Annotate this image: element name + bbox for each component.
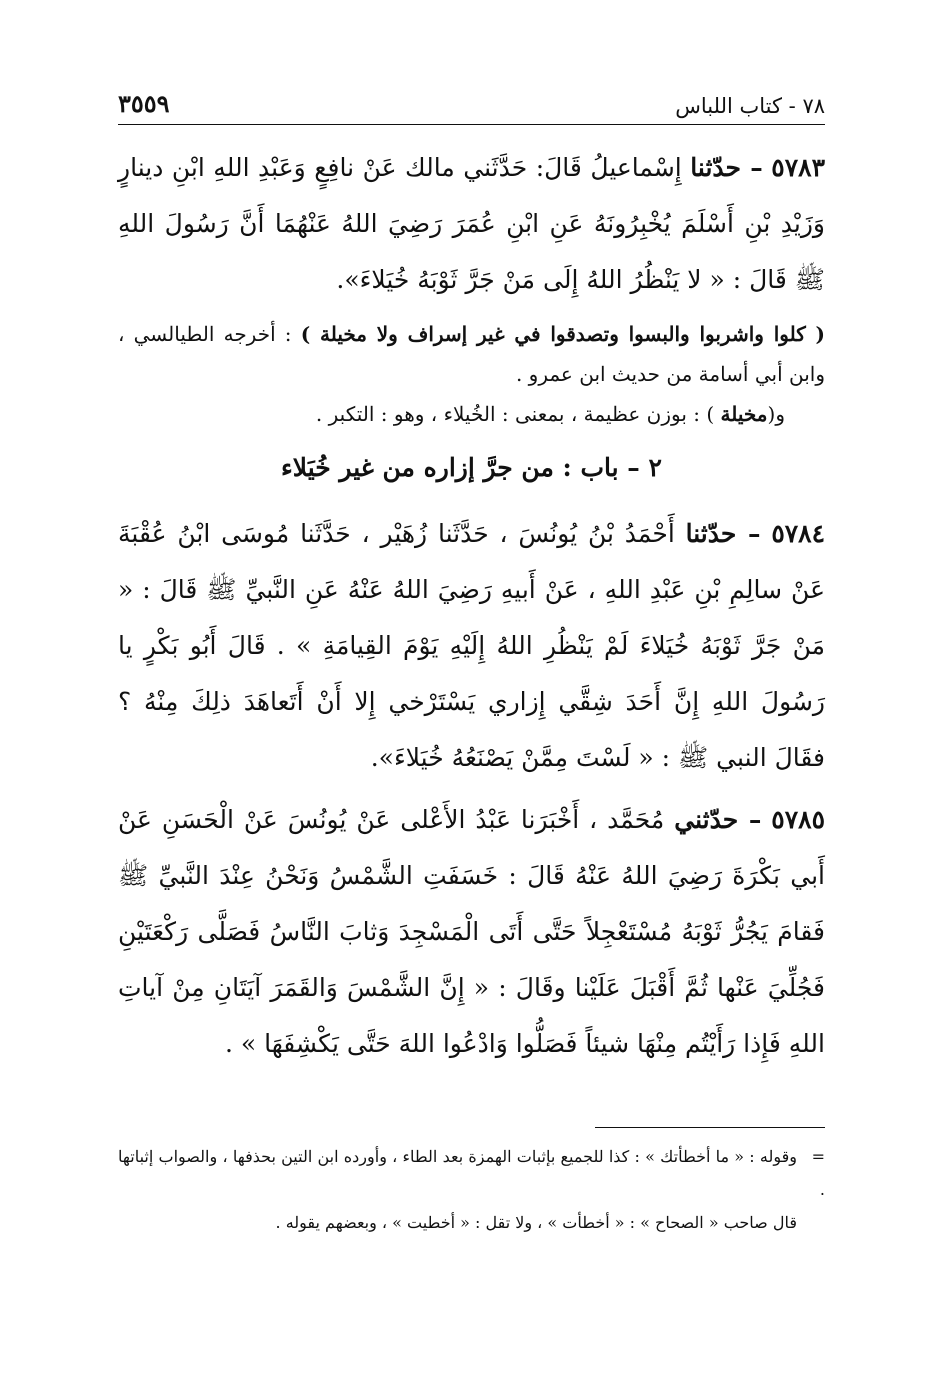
hadith-lead: – حدّثني [674,805,762,834]
commentary-bold: ( كلوا واشربوا والبسوا وتصدقوا في غير إسراف ولا مخيلة ) [300,322,825,346]
commentary-bold: مخيلة [720,402,768,426]
commentary-prefix: و( [767,402,785,426]
commentary-1 [118,314,825,394]
commentary-text: ) : بوزن عظيمة ، بمعنى : الخُيلاء ، وهو : التكبر . [315,402,715,426]
hadith-number: ٥٧٨٥ [771,805,825,834]
footnote-text: قال صاحب « الصحاح » : « أخطأت » ، ولا تقل : « أخطيت » ، وبعضهم يقوله . [275,1213,797,1232]
main-text [118,140,825,1078]
hadith-lead: – حدّثنا [685,519,761,548]
hadith-text: أَحْمَدُ بْنُ يُونُسَ ، حَدَّثَنا زُهَيْر ، حَدَّثَنا مُوسَى ابْنُ عُقْبَةَ عَنْ سالِمِ بْنِ عَبْدِ اللهِ ، عَنْ أَبيهِ رَضِيَ اللهُ عَنْهُ عَنِ النَّبيِّ ﷺ قَالَ : « مَنْ جَرَّ ثَوْبَهُ خُيَلاءَ لَمْ يَنْظُرِ اللهُ إِلَيْهِ يَوْمَ القِيامَةِ » . قَالَ أَبُو بَكْرٍ يا رَسُولَ اللهِ إِنَّ أَحَدَ شِقَّي إِزاري يَسْتَرْخي إِلا أَنْ أَتَعاهَدَ ذلِكَ مِنْهُ ؟ فقَالَ النبي ﷺ : « لَسْتَ مِمَّنْ يَصْنَعُهُ خُيَلاءَ». [118,519,825,772]
footnotes [118,1140,825,1239]
hadith-text: مُحَمَّد ، أَخْبَرَنا عَبْدُ الأَعْلى عَنْ يُونُسَ عَنْ الْحَسَنِ عَنْ أَبي بَكْرَةَ رَضِيَ اللهُ عَنْهُ قَالَ : خَسَفَتِ الشَّمْسُ وَنَحْنُ عِنْدَ النَّبيِّ ﷺ فَقامَ يَجُرُّ ثَوْبَهُ مُسْتَعْجِلاً حَتَّى أَتَى الْمَسْجِدَ وَثابَ النَّاسُ فَصَلَّى رَكْعَتَيْنِ فَجُلِّيَ عَنْها ثُمَّ أَقْبَلَ عَلَيْنا وقَالَ : « إِنَّ الشَّمْسَ وَالقَمَرَ آيَتَانِ مِنْ آياتِ اللهِ فَإِذا رَأَيْتُم مِنْهَا شيئاً فَصَلُّوا وَادْعُوا اللهَ حَتَّى يَكْشِفَهَا » . [118,805,825,1058]
hadith-5785 [118,792,825,1072]
commentary-text: : أخرجه الطيالسي ، وابن أبي أسامة من حديث ابن عمرو . [118,322,825,386]
commentary-2 [118,394,825,434]
hadith-5783 [118,140,825,308]
header-rule [118,124,825,125]
continuation-mark: = [811,1147,825,1166]
chapter-heading: ٢ – باب : من جرَّ إزاره من غير خُيَلاء [281,453,662,482]
page-number: ٣٥٥٩ [118,89,170,118]
footnote-rule [595,1127,825,1128]
hadith-number: ٥٧٨٤ [771,519,826,548]
hadith-5784 [118,506,825,786]
footnote-text: وقوله : « ما أخطأتك » : كذا للجميع بإثبات الهمزة بعد الطاء ، وأورده ابن التين بحذفها ، والصواب إثباتها . [118,1147,825,1199]
running-header [118,82,825,118]
book-title: ٧٨ - كتاب اللباس [675,94,825,118]
footnote-paragraph-2 [118,1206,825,1239]
footnote-paragraph-1 [118,1140,825,1206]
hadith-number: ٥٧٨٣ [771,153,826,182]
hadith-text: إِسْماعيلُ قَالَ: حَدَّثَني مالك عَنْ نافِعٍ وَعَبْدِ اللهِ ابْنِ دينارٍ وَزَيْدِ بْنِ أَسْلَمَ يُخْبِرُونَهُ عَنِ ابْنِ عُمَرَ رَضِيَ اللهُ عَنْهُمَا أَنَّ رَسُولَ اللهِ ﷺ قَالَ : « لا يَنْظُرُ اللهُ إِلَى مَنْ جَرَّ ثَوْبَهُ خُيَلاءَ». [118,153,825,294]
hadith-lead: – حدّثنا [690,153,763,182]
